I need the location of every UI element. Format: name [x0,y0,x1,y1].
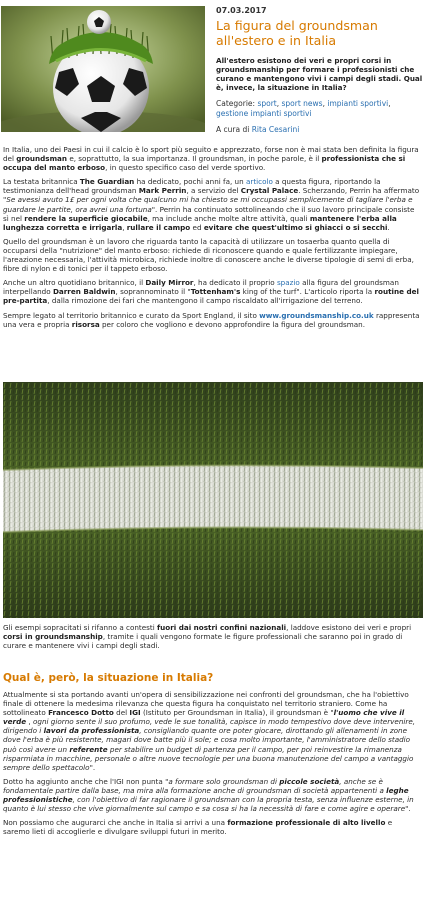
paragraph-guardian: La testata britannica The Guardian ha dedicato, pochi anni fa, un articolo a questa figura, riportando la testimonianza dell'head groundsman Mark Perrin, a servizio del Crystal Palace. Scherzando, Perrin ha affermato "Se avessi avuto 1£ per ogni volta che qualcuno mi ha chiesto se mi occupassi semplicemente di tagliare l'erba e guardare le partite, ora avrei una fortuna". Perrin ha continuato sottolineando che il suo lavoro principale consiste sì nel rendere la superficie giocabile, ma include anche molte altre attività, quali mantenere l'erba alla lunghezza corretta e irrigarla, rullare il campo ed evitare che quest'ultimo si ghiacci o si secchi. [3,177,420,232]
field-line-image [3,382,423,618]
article-header [0,0,429,135]
article-body-bottom [3,690,421,836]
paragraph-igi: Attualmente si sta portando avanti un'opera di sensibilizzazione nei confronti del groundsman, che ha l'obiettivo finale di ottenere la medesima rilevanza che questa figura ha conquistato nel territorio straniero. Come ha sottolineato Francesco Dotto del IGI (Istituto per Groundsman in Italia), il groundsman è "l'uomo che vive il verde , ogni giorno sente il suo profumo, vede le sue tonalità, capisce in modo tempestivo dove deve intervenire, dirigendo i lavori da professionista, consigliando quante ore poter giocare, dirottando gli allenamenti in zone dove l'erba è più resistente, magari dove batte più il sole; e cosa molto importante, l'amministratore dello stadio può così avere un referente per stabilire un budget di partenza per il campo, per poi reinvestire la rimanenza risparmiata in macchine, personale o altre nuove tecnologie per una buona manutenzione del campo a vantaggio sempre dello spettacolo". [3,690,416,772]
section-heading-italy: Qual è, però, la situazione in Italia? [3,672,214,684]
article-body-middle [3,623,421,650]
groundsmanship-site-link[interactable]: www.groundsmanship.co.uk [259,310,374,320]
guardian-article-link[interactable]: articolo [245,177,273,187]
categories-label: Categorie: [216,99,256,108]
article-body-top [3,145,421,329]
paragraph-conclusion: Non possiamo che augurarci che anche in Italia si arrivi a una formazione professionale di alto livello e saremo lieti di accoglierle e divulgare sviluppi futuri in merito. [3,818,393,837]
paragraph-skills: Quello del groundsman è un lavoro che riguarda tanto la capacità di utilizzare un tosaerba quanto quella di occuparsi della "nutrizione" del manto erboso: richiede di riconoscere quando e quale fertilizzante impiegare, l'areazione necessaria, l'attività microbica, richiede inoltre di conoscere anche le diverse tipologie di semi di erba, fibre di nylon e di tonici per il tappeto erboso. [3,236,414,274]
category-link-gestione-impianti[interactable]: gestione impianti sportivi [216,108,312,118]
publish-date: 07.03.2017 [216,6,267,15]
category-link-sport-news[interactable]: sport news [281,99,323,108]
paragraph-dotto: Dotto ha aggiunto anche che l'IGI non punta "a formare solo groundsman di piccole società, anche se è fondamentale partire dalla base, ma mira alla formazione anche di groundsman di società appartenenti a leghe professionistiche, con l'obiettivo di far ragionare il groundsman con la propria testa, senza influenze esterne, in quanto è lui stesso che vive giornalmente sul campo e sa cosa si ha la necessità di fare e come agire e operare". [3,776,414,814]
mirror-space-link[interactable]: spazio [276,278,300,288]
article-title: La figura del groundsman all'estero e in Italia [216,18,378,48]
author-prefix: A cura di [216,125,250,134]
category-link-impianti-sportivi[interactable]: impianti sportivi [327,99,389,108]
article-lead: All'estero esistono dei veri e propri corsi in groundsmanship per formare i professionisti che curano e mantengono vivi i campi degli stadi. Qual è, invece, la situazione in Italia? [216,56,423,92]
author-line [216,125,424,134]
hero-image [1,6,205,132]
article-info [216,6,424,134]
paragraph-daily-mirror: Anche un altro quotidiano britannico, il Daily Mirror, ha dedicato il proprio spazio alla figura del groundsman interpellando Darren Baldwin, soprannominato il "Tottenham's king of the turf". L'articolo riporta la routine del pre-partita, dalla rimozione dei fari che mantengono il campo riscaldato all'irrigazione del terreno. [3,278,419,306]
paragraph-groundsmanship-site: Sempre legato al territorio britannico e curato da Sport England, il sito www.groundsmanship.co.uk rappresenta una vera e propria risorsa per coloro che vogliono e devono approfondire la figura del groundsman. [3,310,420,329]
paragraph-intro: In Italia, uno dei Paesi in cui il calcio è lo sport più seguito e apprezzato, forse non è mai stata ben definita la figura del groundsman e, soprattutto, la sua importanza. Il groundsman, in poche parole, è il professionista che si occupa del manto erboso, in questo specifico caso del verde sportivo. [3,145,419,173]
categories: Categorie: sport, sport news, impianti sportivi, gestione impianti sportivi [216,99,391,118]
category-link-sport[interactable]: sport [257,99,277,108]
author-link[interactable]: Rita Cesarini [251,125,300,134]
paragraph-foreign-courses: Gli esempi sopracitati si rifanno a contesti fuori dai nostri confini nazionali, laddove esistono dei veri e propri corsi in groundsmanship, tramite i quali vengono formate le figure professionali che saranno poi in grado di curare e mantenere vivi i campi degli stadi. [3,623,412,651]
